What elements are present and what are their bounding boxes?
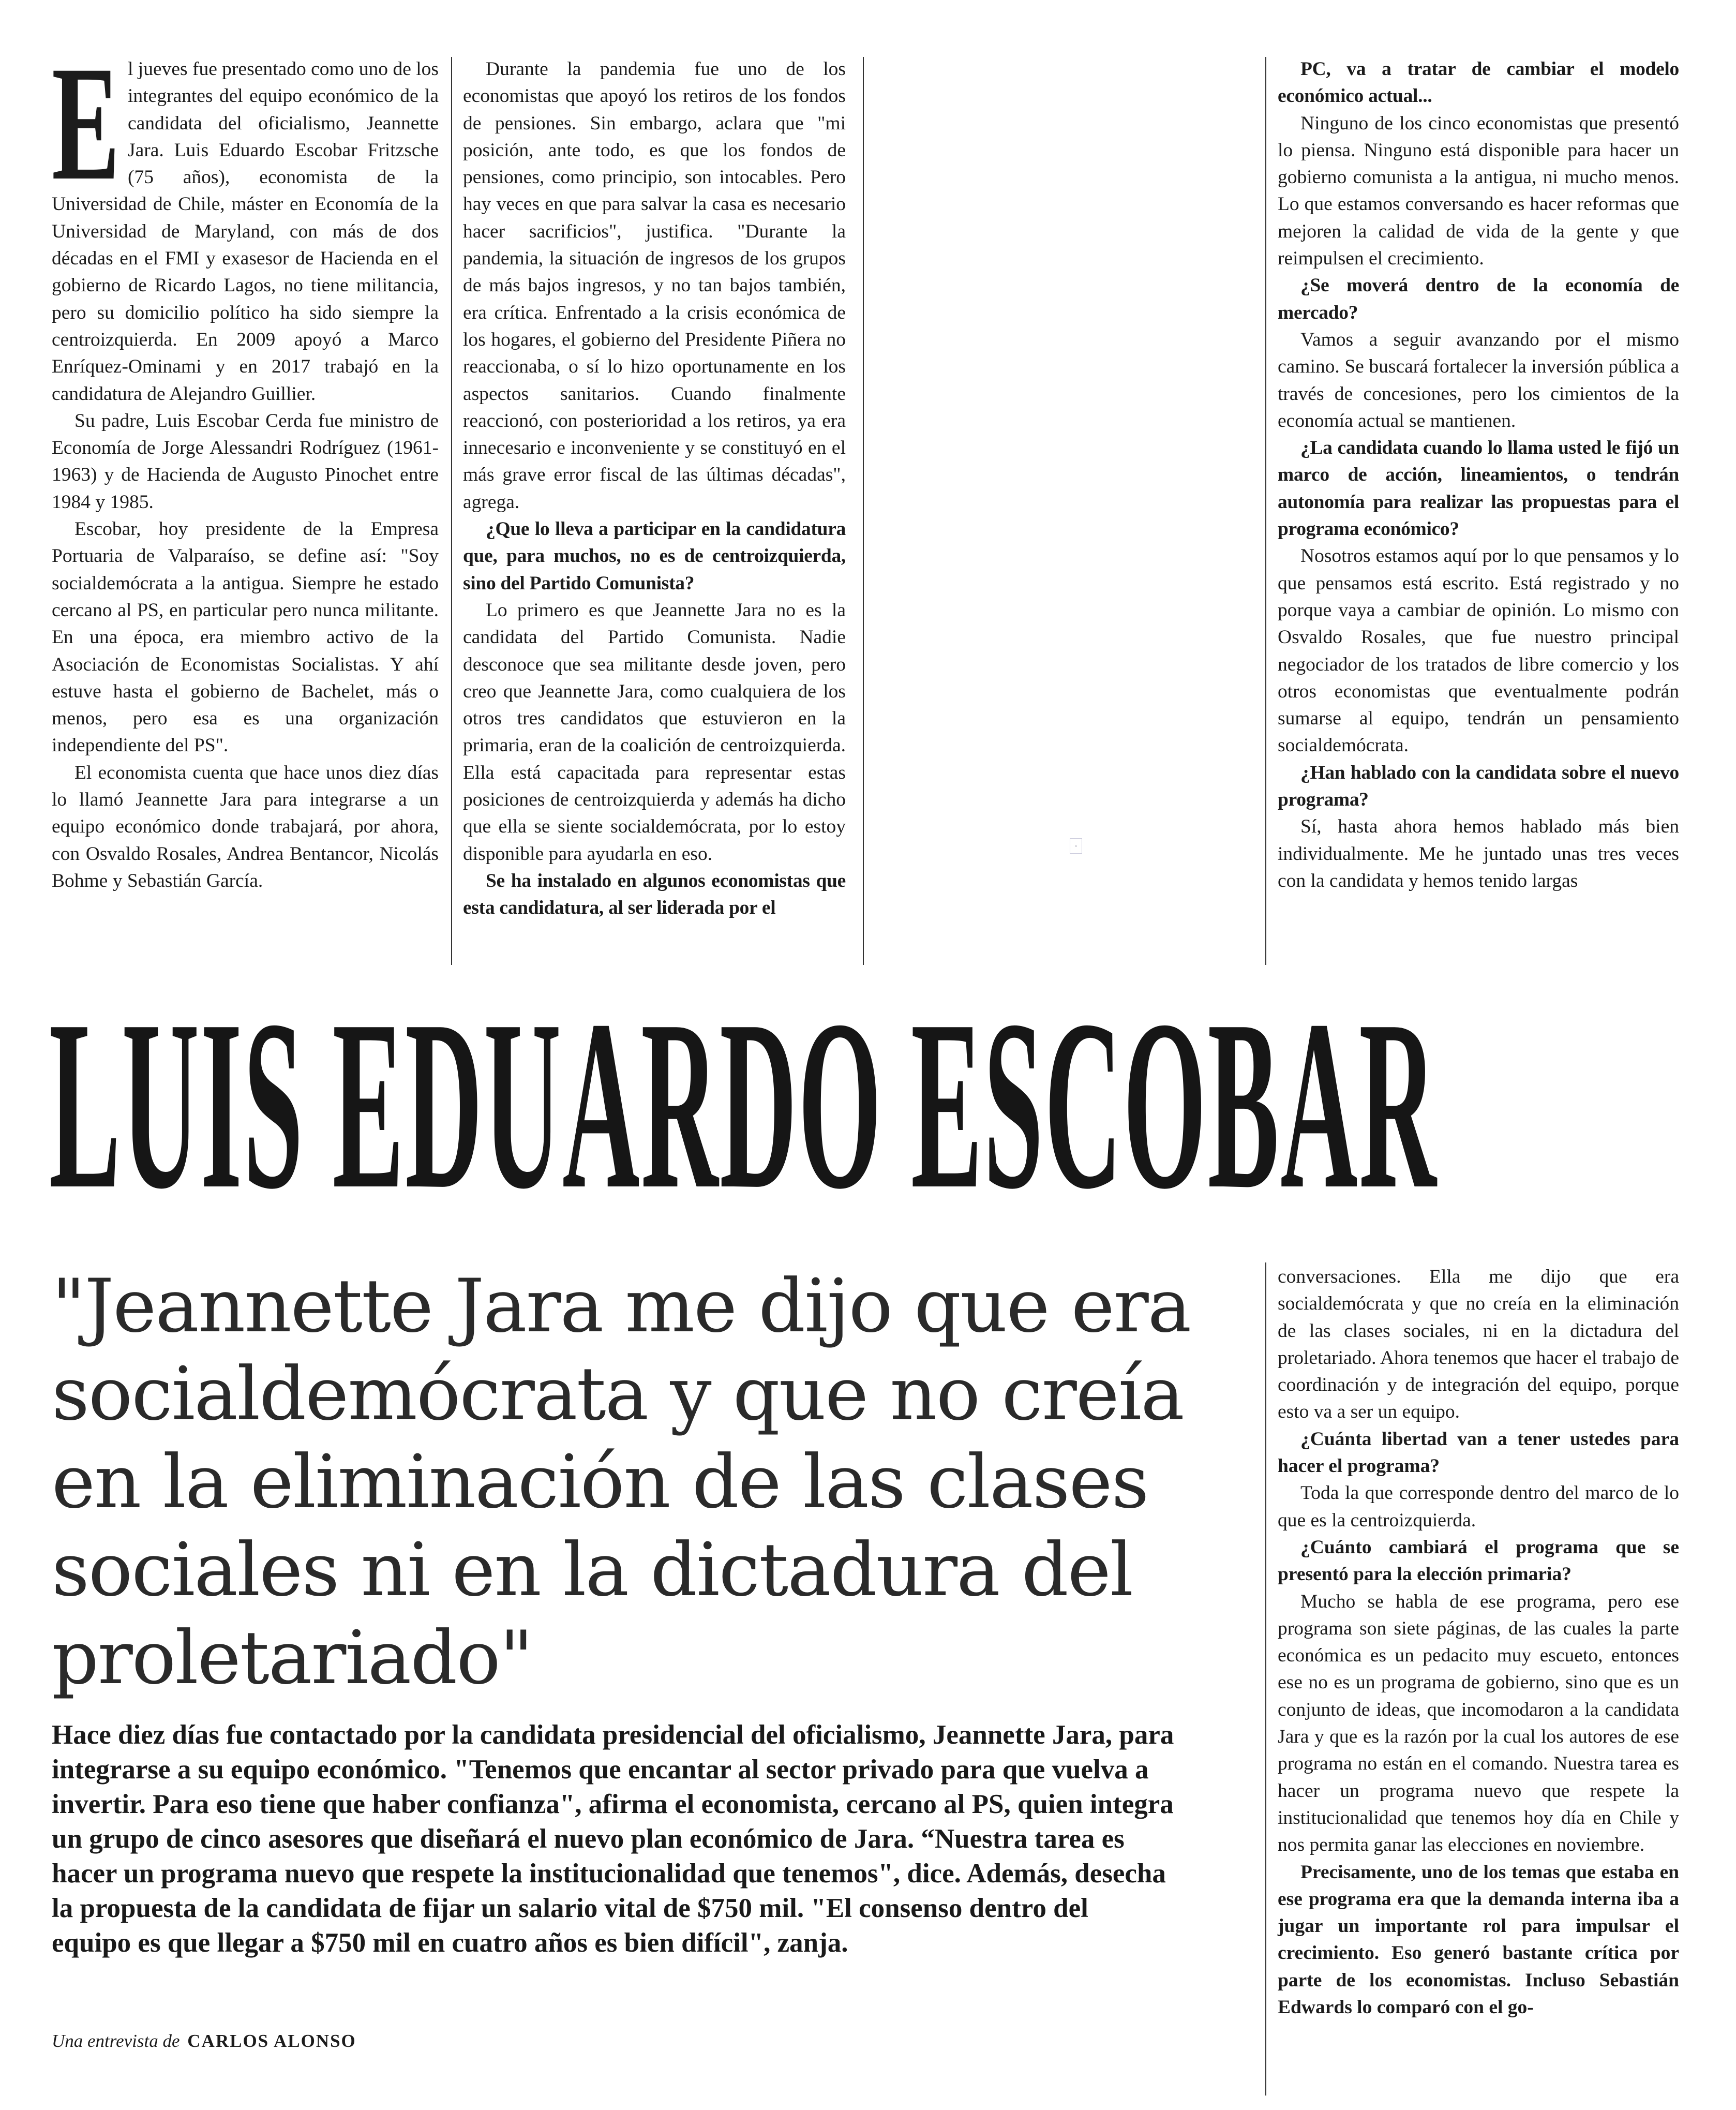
interview-answer: Lo primero es que Jeannette Jara no es la candidata del Partido Comunista. Nadie desconoce que sea militante desde joven, pero creo que Jeannette Jara, como cualquiera de los otros tres candidatos que estuvieron en la primaria, eran de la coalición de centroizquierda. Ella está capacitada para representar estas posiciones de centroizquierda y además ha dicho que ella se siente socialdemócrata, por lo estoy disponible para ayudarla en eso. <box>463 599 846 865</box>
paragraph: Su padre, Luis Escobar Cerda fue ministro de Economía de Jorge Alessandri Rodríguez (1961-1963) y de Hacienda de Augusto Pinochet entre 1984 y 1985. <box>52 410 439 513</box>
article-column-1 <box>52 32 439 895</box>
interview-question: ¿Cuánto cambiará el programa que se presentó para la elección primaria? <box>1278 1536 1679 1585</box>
byline <box>52 2031 356 2052</box>
interview-answer: Vamos a seguir avanzando por el mismo camino. Se buscará fortalecer la inversión pública a través de concesiones, pero los cimientos de la economía actual se mantienen. <box>1278 329 1679 432</box>
standfirst: Hace diez días fue contactado por la candidata presidencial del oficialismo, Jeannette Jara, para integrarse a su equipo económico. "Tenemos que encantar al sector privado para que vuelva a invertir. Para eso tiene que haber confianza", afirma el economista, cercano al PS, quien integra un grupo de cinco asesores que diseñará el nuevo plan económico de Jara. “Nuestra tarea es hacer un programa nuevo que respete la institucionalidad que tenemos", dice. Además, desecha la propuesta de la candidata de fijar un salario vital de $750 mil. "El consenso dentro del equipo es que llegar a $750 mil en cuatro años es bien difícil", zanja. <box>52 1720 1174 1958</box>
interview-question: ¿Cuánta libertad van a tener ustedes para hacer el programa? <box>1278 1428 1679 1477</box>
article-column-3-continued <box>1278 1264 1679 2021</box>
article-column-2 <box>463 56 846 922</box>
paragraph: Durante la pandemia fue uno de los economistas que apoyó los retiros de los fondos de pensiones. Sin embargo, aclara que "mi posición, ante todo, es que los fondos de pensiones, como principio, son intocables. Pero hay veces en que para salvar la casa es necesario hacer sacrificios", justifica. "Durante la pandemia, la situación de ingresos de los grupos de más bajos ingresos, y no tan bajos también, era crítica. Enfrentado a la crisis económica de los hogares, el gobierno del Presidente Piñera no reaccionaba, o sí lo hizo oportunamente en los aspectos sanitarios. Cuando finalmente reaccionó, con posterioridad a los retiros, ya era innecesario e inconveniente y se constituyó en el más grave error fiscal de las últimas décadas", agrega. <box>463 58 846 513</box>
interview-answer: Mucho se habla de ese programa, pero ese programa son siete páginas, de las cuales la parte económica es un pedacito muy escueto, entonces ese no es un programa de gobierno, sino que es un conjunto de ideas, que incomodaron a la candidata Jara y que es la razón por la cual los autores de ese programa no están en el comando. Nuestra tarea es hacer un programa nuevo que respete la institucionalidad que tenemos hoy día en Chile y nos permita ganar las elecciones en noviembre. <box>1278 1591 1679 1856</box>
interview-question: Se ha instalado en algunos economistas que esta candidatura, al ser liderada por el <box>463 870 846 919</box>
article-column-3 <box>1278 56 1679 895</box>
interview-question: ¿Se moverá dentro de la economía de mercado? <box>1278 275 1679 323</box>
interview-question: ¿Que lo lleva a participar en la candidatura que, para muchos, no es de centroizquierda, sino del Partido Comunista? <box>463 518 846 594</box>
interview-question: ¿Han hablado con la candidata sobre el nuevo programa? <box>1278 762 1679 811</box>
interview-question: PC, va a tratar de cambiar el modelo económico actual... <box>1278 58 1679 107</box>
paragraph: Escobar, hoy presidente de la Empresa Portuaria de Valparaíso, se define así: "Soy socialdemócrata a la antigua. Siempre he estado cercano al PS, en particular pero nunca militante. En una época, era miembro activo de la Asociación de Economistas Socialistas. Y ahí estuve hasta el gobierno de Bachelet, más o menos, pero esa es una organización independiente del PS". <box>52 518 439 756</box>
lead-text: l jueves fue presentado como uno de los integrantes del equipo económico de la candidata del oficialismo, Jeannette Jara. Luis Eduardo Escobar Fritzsche (75 años), economista de la Universidad de Chile, máster en Economía de la Universidad de Maryland, con más de dos décadas en el FMI y exasesor de Hacienda en el gobierno de Ricardo Lagos, no tiene militancia, pero su domicilio político ha sido siempre la centroizquierda. En 2009 apoyó a Marco Enríquez-Ominami y en 2017 trabajó en la candidatura de Alejandro Guillier. <box>52 58 439 405</box>
scan-marker-icon: ▫ <box>1070 838 1082 854</box>
interview-question: Precisamente, uno de los temas que estaba en ese programa era que la demanda interna iba a jugar un importante rol para impulsar el crecimiento. Eso generó bastante crítica por parte de los economistas. Incluso Sebastián Edwards lo comparó con el go- <box>1278 1861 1679 2018</box>
interview-answer: Sí, hasta ahora hemos hablado más bien individualmente. Me he juntado unas tres veces con la candidata y hemos tenido largas <box>1278 816 1679 891</box>
interview-answer: Toda la que corresponde dentro del marco de lo que es la centroizquierda. <box>1278 1482 1679 1531</box>
interview-answer: Ninguno de los cinco economistas que presentó lo piensa. Ninguno está disponible para hacer un gobierno comunista a la antigua, ni mucho menos. Lo que estamos conversando es hacer reformas que mejoren la calidad de vida de la gente y que reimpulsen el crecimiento. <box>1278 112 1679 270</box>
author-name: CARLOS ALONSO <box>187 2031 356 2051</box>
column-rule-3 <box>1265 57 1266 965</box>
interview-answer: conversaciones. Ella me dijo que era socialdemócrata y que no creía en la eliminación de las clases sociales, ni en la dictadura del proletariado. Ahora tenemos que hacer el trabajo de coordinación y de integración del equipo, porque esto va a ser un equipo. <box>1278 1266 1679 1423</box>
column-rule-1 <box>451 57 452 965</box>
interview-question: ¿La candidata cuando lo llama usted le fijó un marco de acción, lineamientos, o tendrán autonomía para realizar las propuestas para el programa económico? <box>1278 437 1679 540</box>
lead-paragraph <box>52 32 439 408</box>
column-rule-2 <box>863 57 864 965</box>
paragraph: El economista cuenta que hace unos diez días lo llamó Jeannette Jara para integrarse a un equipo económico donde trabajará, por ahora, con Osvaldo Rosales, Andrea Bentancor, Nicolás Bohme y Sebastián García. <box>52 762 439 891</box>
interview-answer: Nosotros estamos aquí por lo que pensamos y lo que pensamos está escrito. Está registrado y no porque vaya a cambiar de opinión. Lo mismo con Osvaldo Rosales, que fue nuestro principal negociador de los tratados de libre comercio y los otros economistas que eventualmente podrán sumarse al equipo, tendrán un pensamiento socialdemócrata. <box>1278 545 1679 756</box>
headline: LUIS EDUARDO ESCOBAR <box>49 970 1438 1239</box>
byline-lead: Una entrevista de <box>52 2031 180 2051</box>
drop-cap: E <box>52 32 120 214</box>
pull-quote: "Jeannette Jara me dijo que era socialdemócrata y que no creía en la eliminación de las clases sociales ni en la dictadura del proletariado" <box>52 1264 1191 1701</box>
